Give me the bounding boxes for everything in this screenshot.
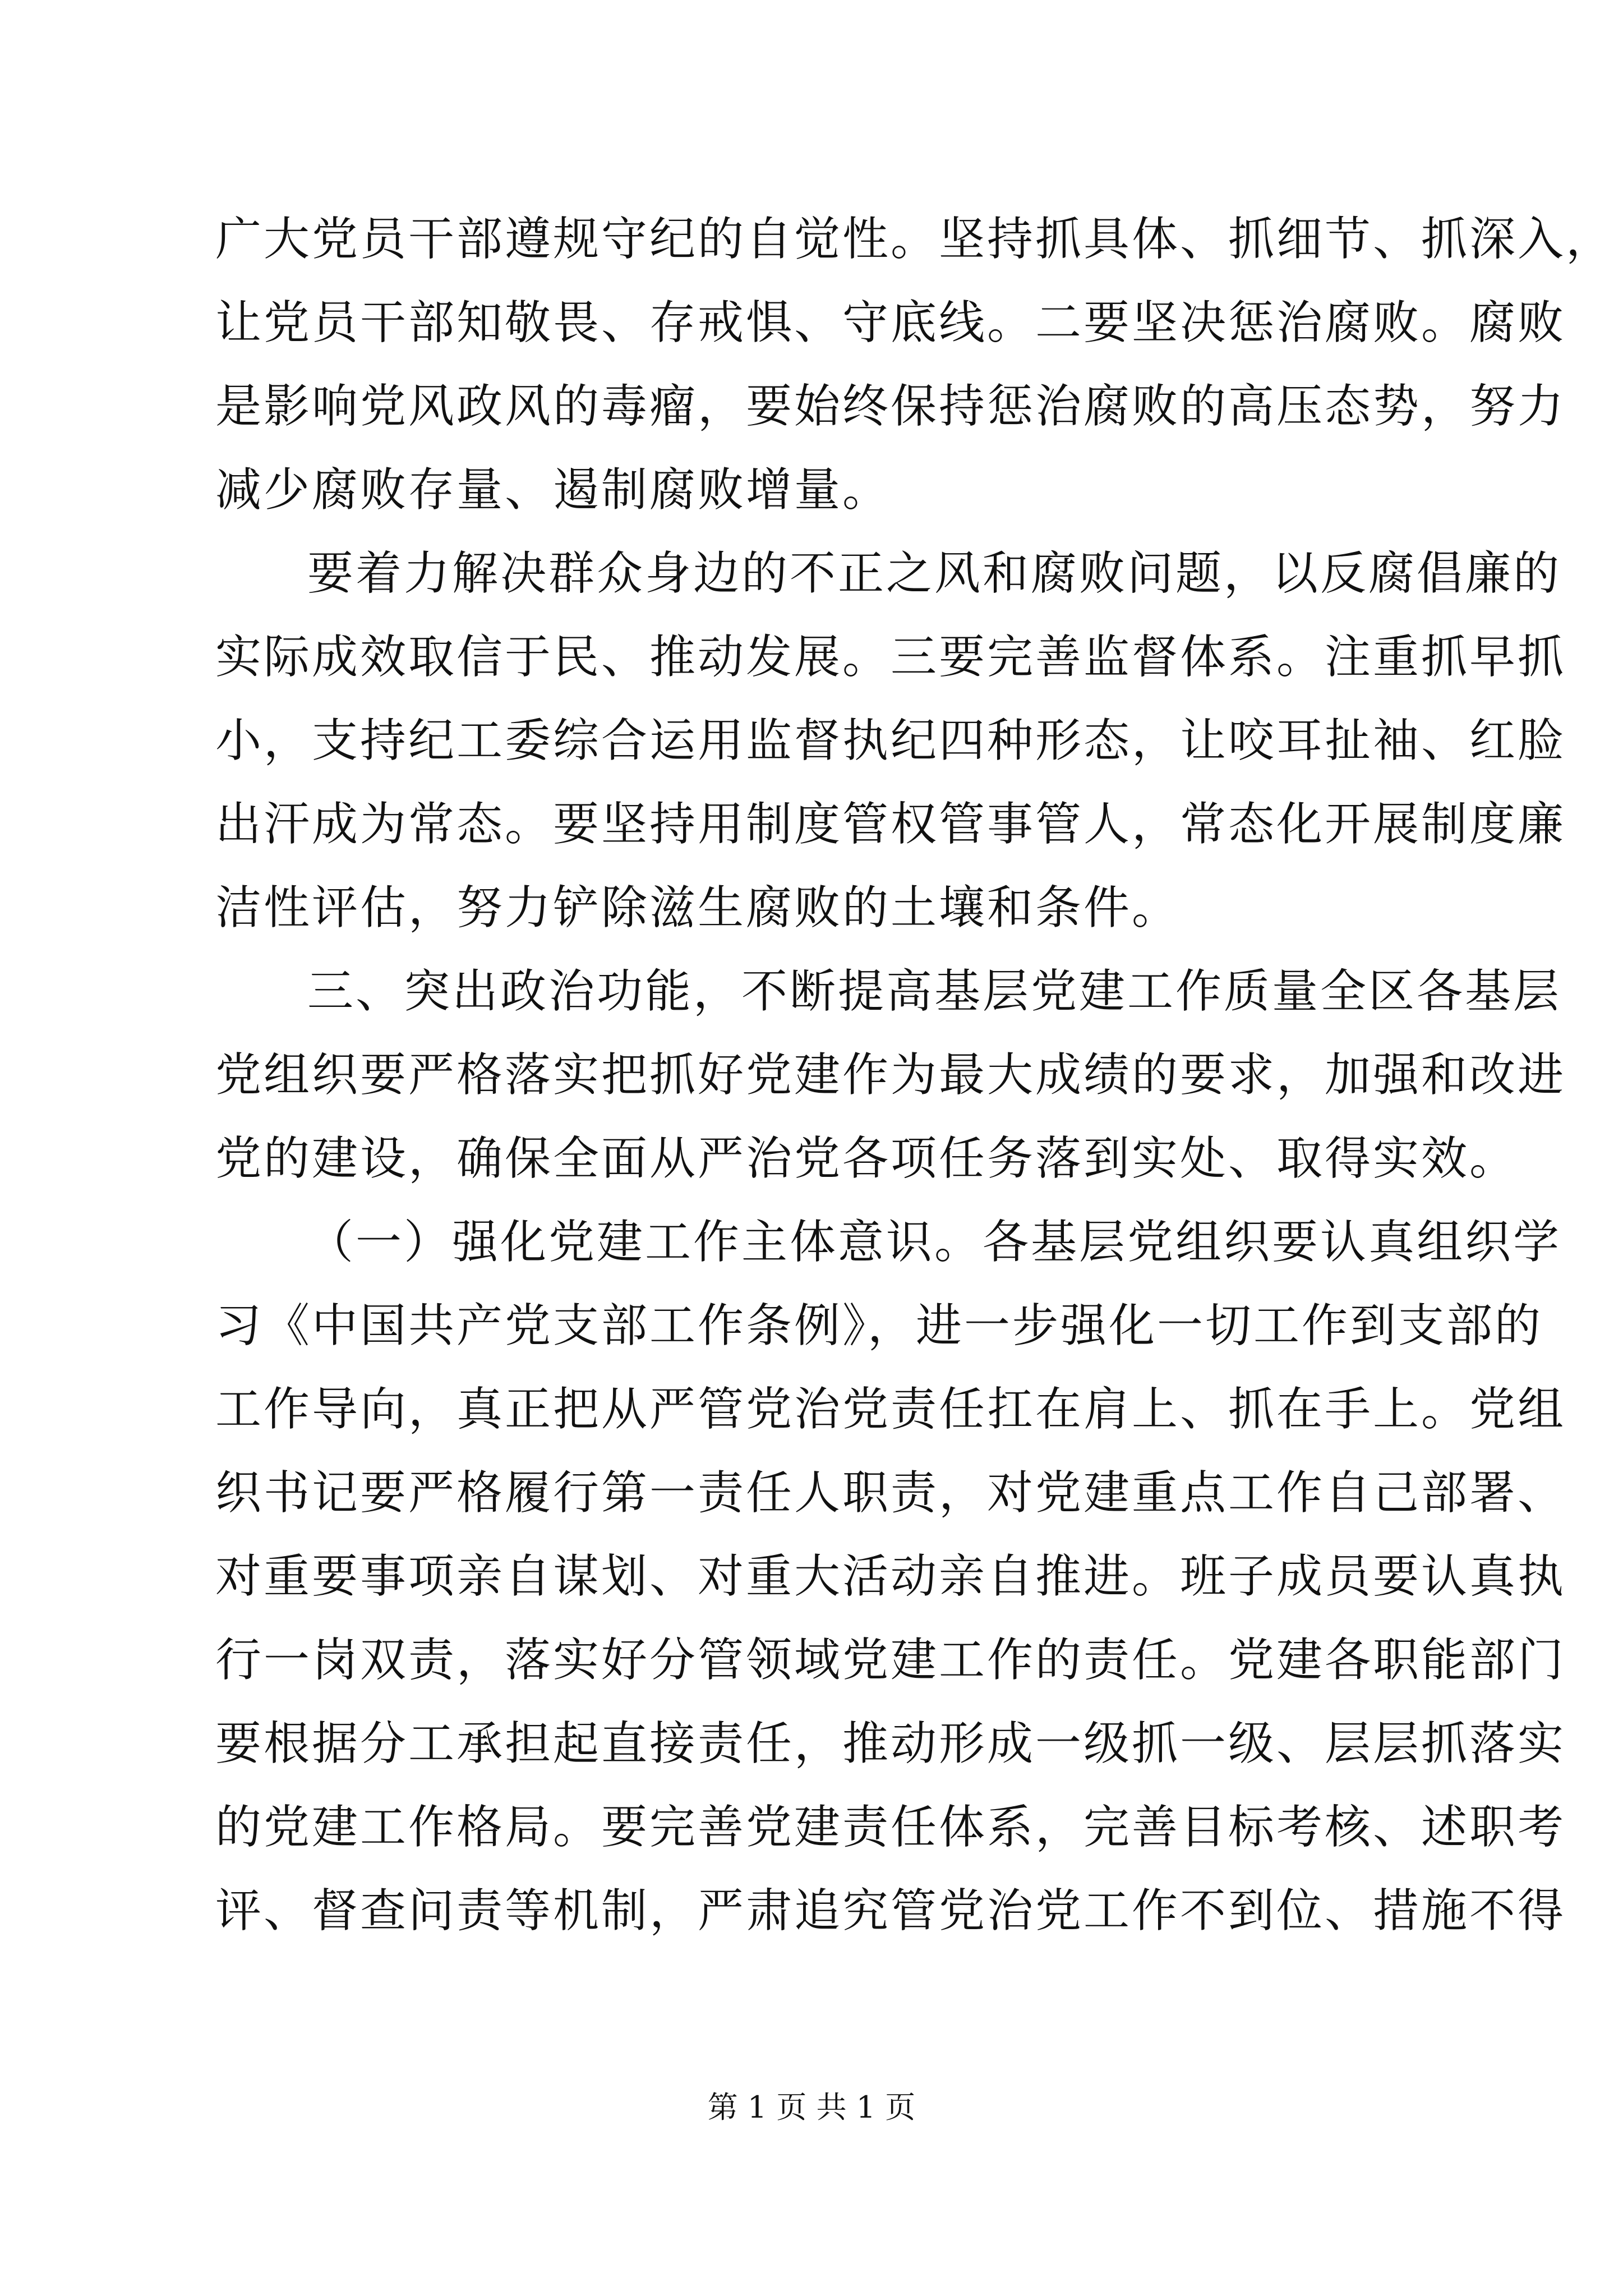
paragraph xyxy=(215,197,1615,532)
paragraph xyxy=(215,1200,1566,1953)
text-line: 党组织要严格落实把抓好党建作为最大成绩的要求，加强和改进 xyxy=(215,1048,1566,1102)
text-line: 减少腐败存量、遏制腐败增量。 xyxy=(215,463,891,517)
text-line: 小，支持纪工委综合运用监督执纪四种形态，让咬耳扯袖、红脸 xyxy=(215,714,1566,767)
text-line: 党的建设，确保全面从严治党各项任务落到实处、取得实效。 xyxy=(215,1132,1518,1185)
text-line: 是影响党风政风的毒瘤，要始终保持惩治腐败的高压态势，努力 xyxy=(215,380,1566,433)
text-line: 工作导向，真正把从严管党治党责任扛在肩上、抓在手上。党组 xyxy=(215,1383,1566,1436)
text-line: 要根据分工承担起直接责任，推动形成一级抓一级、层层抓落实 xyxy=(215,1717,1566,1770)
subsection-heading-line: （一）强化党建工作主体意识。各基层党组织要认真组织学 xyxy=(307,1216,1562,1269)
text-line: 出汗成为常态。要坚持用制度管权管事管人，常态化开展制度廉 xyxy=(215,798,1566,851)
text-line: 洁性评估，努力铲除滋生腐败的土壤和条件。 xyxy=(215,881,1181,935)
text-line: 实际成效取信于民、推动发展。三要完善监督体系。注重抓早抓 xyxy=(215,631,1566,684)
text-line: 织书记要严格履行第一责任人职责，对党建重点工作自己部署、 xyxy=(215,1466,1566,1520)
paragraph xyxy=(215,950,1566,1200)
paragraph xyxy=(215,532,1566,950)
text-line: 的党建工作格局。要完善党建责任体系，完善目标考核、述职考 xyxy=(215,1801,1566,1854)
text-line: 对重要事项亲自谋划、对重大活动亲自推进。班子成员要认真执 xyxy=(215,1550,1566,1603)
text-line: 让党员干部知敬畏、存戒惧、守底线。二要坚决惩治腐败。腐败 xyxy=(215,296,1566,349)
section-heading-line: 三、突出政治功能，不断提高基层党建工作质量全区各基层 xyxy=(307,965,1562,1018)
page-number-footer: 第 1 页 共 1 页 xyxy=(707,2090,916,2125)
document-body xyxy=(215,197,1615,1953)
text-line: 行一岗双责，落实好分管领域党建工作的责任。党建各职能部门 xyxy=(215,1634,1566,1687)
text-line: 评、督查问责等机制，严肃追究管党治党工作不到位、措施不得 xyxy=(215,1884,1566,1938)
text-line: 要着力解决群众身边的不正之风和腐败问题，以反腐倡廉的 xyxy=(307,547,1562,600)
text-line: 习《中国共产党支部工作条例》，进一步强化一切工作到支部的 xyxy=(215,1299,1543,1352)
text-line: 广大党员干部遵规守纪的自觉性。坚持抓具体、抓细节、抓深入， xyxy=(215,213,1615,266)
